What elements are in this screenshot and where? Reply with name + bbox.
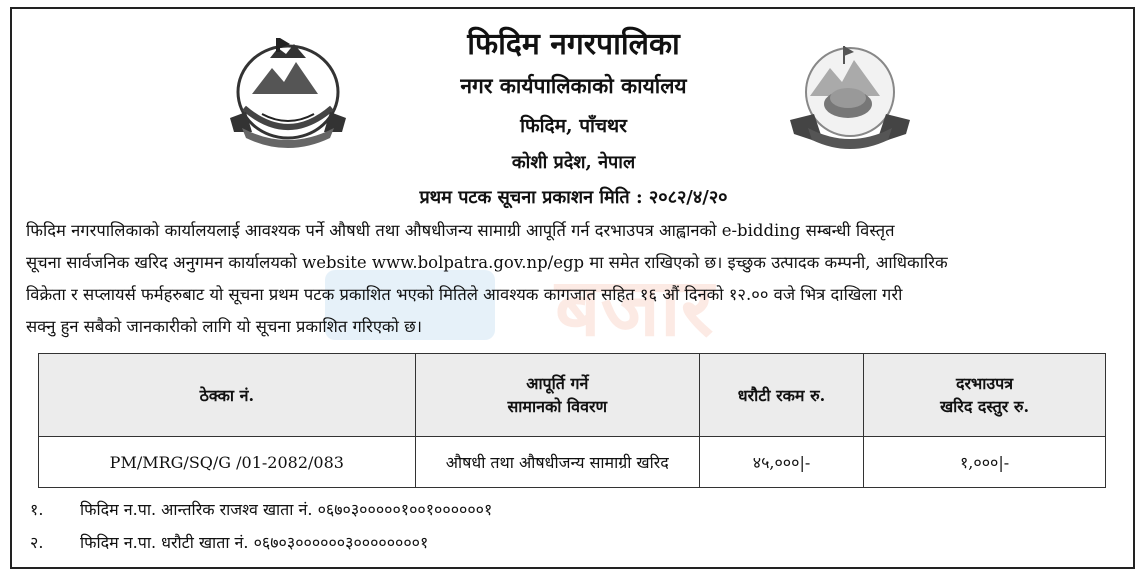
- note-text: फिदिम न.पा. धरौटी खाता नं. ०६७०३००००००३००००००००१: [80, 533, 429, 552]
- notice-line: सक्नु हुन सबैको जानकारीको लागि यो सूचना प्रकाशित गरिएको छ।: [26, 317, 422, 336]
- header-description-line1: आपूर्ति गर्ने: [526, 374, 589, 393]
- header-deposit: धरौटी रकम रु.: [699, 354, 863, 437]
- cell-description: औषधी तथा औषधीजन्य सामाग्री खरिद: [415, 437, 699, 488]
- cell-fee: १,०००|-: [864, 437, 1106, 488]
- publication-date-line: प्रथम पटक सूचना प्रकाशन मिति : २०८२/४/२०: [419, 187, 728, 208]
- header-description: [415, 354, 699, 437]
- province: कोशी प्रदेश, नेपाल: [511, 152, 636, 173]
- cell-deposit: ४५,०००|-: [699, 437, 863, 488]
- cell-contract-no: PM/MRG/SQ/G /01-2082/083: [39, 437, 416, 488]
- org-name: फिदिम नगरपालिका: [467, 27, 680, 62]
- header-fee-line2: खरिद दस्तुर रु.: [940, 397, 1030, 416]
- location: फिदिम, पाँचथर: [520, 115, 627, 137]
- notice-line: विक्रेता र सप्लायर्स फर्महरुबाट यो सूचना प्रथम पटक प्रकाशित भएको मितिले आवश्यक कागजात सहित १६ औं दिनको १२.०० वजे भित्र दाखिला गरी: [26, 285, 903, 304]
- notice-line: सूचना सार्वजनिक खरिद अनुगमन कार्यालयको website www.bolpatra.gov.np/egp मा समेत राखिएको छ। इच्छुक उत्पादक कम्पनी, आधिकारिक: [26, 253, 948, 272]
- tender-table: [38, 353, 1106, 488]
- note-number: १.: [30, 500, 44, 519]
- table-header-row: [39, 354, 1106, 437]
- notice-line: फिदिम नगरपालिकाको कार्यालयलाई आवश्यक पर्ने औषधी तथा औषधीजन्य सामाग्री आपूर्ति गर्न दरभाउपत्र आह्वानको e-bidding सम्बन्धी विस्तृत: [26, 221, 895, 240]
- notice-body: [26, 215, 1116, 343]
- note-item: [30, 526, 492, 559]
- note-text: फिदिम न.पा. आन्तरिक राजश्व खाता नं. ०६७०३०००००१००१००००००१: [80, 500, 493, 519]
- table-row: [39, 437, 1106, 488]
- header-fee: [864, 354, 1106, 437]
- note-item: [30, 493, 492, 526]
- header-fee-line1: दरभाउपत्र: [955, 374, 1014, 393]
- note-number: २.: [30, 533, 44, 552]
- account-notes: [30, 493, 492, 559]
- header-contract-no: ठेक्का नं.: [39, 354, 416, 437]
- office-name: नगर कार्यपालिकाको कार्यालय: [460, 73, 687, 98]
- watermark-text: बजार: [555, 261, 714, 354]
- header-description-line2: सामानको विवरण: [507, 397, 608, 416]
